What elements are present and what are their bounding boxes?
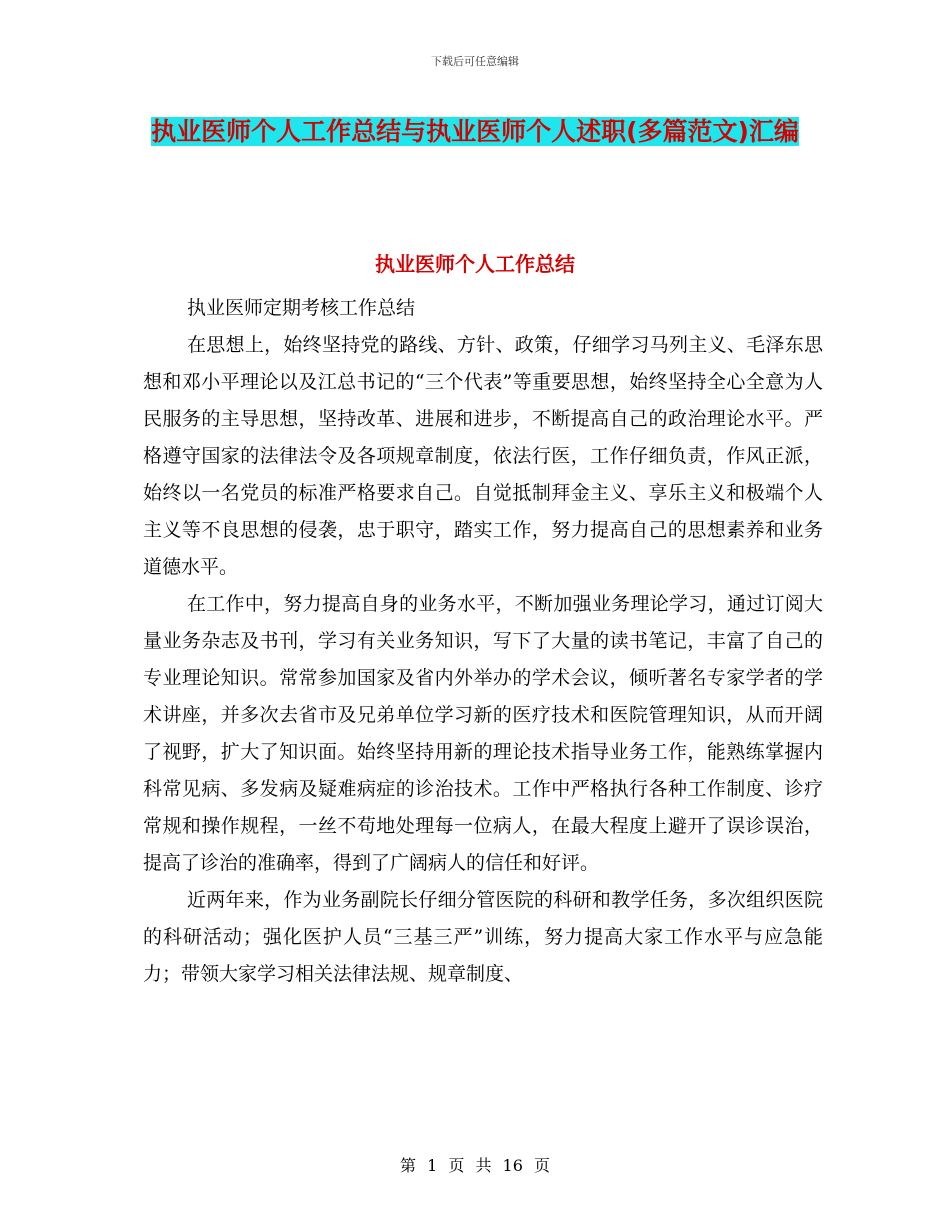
document-body (143, 290, 823, 993)
paragraph: 在思想上，始终坚持党的路线、方针、政策，仔细学习马列主义、毛泽东思想和邓小平理论以及江总书记的“三个代表”等重要思想，始终坚持全心全意为人民服务的主导思想，坚持改革、进展和进步，不断提高自己的政治理论水平。严格遵守国家的法律法令及各项规章制度，依法行医，工作仔细负责，作风正派，始终以一名党员的标准严格要求自己。自觉抵制拜金主义、享乐主义和极端个人主义等不良思想的侵袭，忠于职守，踏实工作，努力提高自己的思想素养和业务道德水平。 (143, 334, 823, 578)
section-title: 执业医师个人工作总结 (375, 252, 575, 276)
document-title-text: 执业医师个人工作总结与执业医师个人述职(多篇范文)汇编 (151, 117, 799, 146)
header-note: 下载后可任意编辑 (431, 55, 519, 68)
paragraph: 近两年来，作为业务副院长仔细分管医院的科研和教学任务，多次组织医院的科研活动；强化医护人员“三基三严”训练，努力提高大家工作水平与应急能力；带领大家学习相关法律法规、规章制度、 (143, 889, 823, 985)
page-footer: 第 1 页 共 16 页 (400, 1156, 550, 1175)
paragraph: 在工作中，努力提高自身的业务水平，不断加强业务理论学习，通过订阅大量业务杂志及书刊，学习有关业务知识，写下了大量的读书笔记，丰富了自己的专业理论知识。常常参加国家及省内外举办的学术会议，倾听著名专家学者的学术讲座，并多次去省市及兄弟单位学习新的医疗技术和医院管理知识，从而开阔了视野，扩大了知识面。始终坚持用新的理论技术指导业务工作，能熟练掌握内科常见病、多发病及疑难病症的诊治技术。工作中严格执行各种工作制度、诊疗常规和操作规程，一丝不苟地处理每一位病人，在最大程度上避开了误诊误治，提高了诊治的准确率，得到了广阔病人的信任和好评。 (143, 593, 823, 874)
paragraph-subtitle: 执业医师定期考核工作总结 (187, 297, 416, 319)
document-title (150, 108, 800, 156)
